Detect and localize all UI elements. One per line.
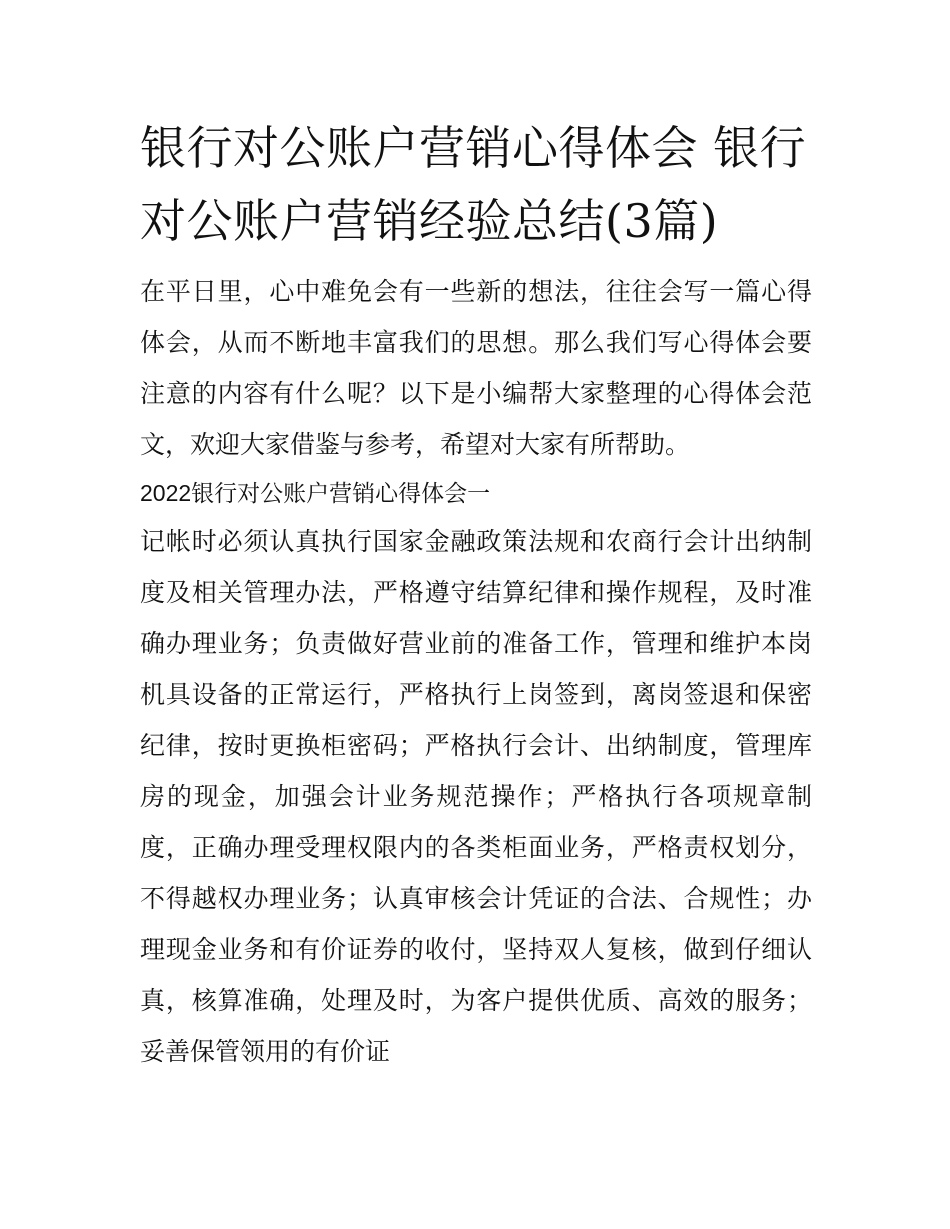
document-title: 银行对公账户营销心得体会 银行对公账户营销经验总结(3篇) <box>140 121 807 248</box>
body-paragraph: 记帐时必须认真执行国家金融政策法规和农商行会计出纳制度及相关管理办法，严格遵守结算纪律和操作规程，及时准确办理业务；负责做好营业前的准备工作，管理和维护本岗机具设备的正常运行，严格执行上岗签到，离岗签退和保密纪律，按时更换柜密码；严格执行会计、出纳制度，管理库房的现金，加强会计业务规范操作；严格执行各项规章制度，正确办理受理权限内的各类柜面业务，严格责权划分，不得越权办理业务；认真审核会计凭证的合法、合规性；办理现金业务和有价证券的收付，坚持双人复核，做到仔细认真，核算准确，处理及时，为客户提供优质、高效的服务；妥善保管领用的有价证 <box>140 527 812 1066</box>
section-heading: 2022银行对公账户营销心得体会一 <box>140 480 491 506</box>
document-content <box>140 112 812 1077</box>
intro-paragraph: 在平日里，心中难免会有一些新的想法，往往会写一篇心得体会，从而不断地丰富我们的思想。那么我们写心得体会要注意的内容有什么呢？以下是小编帮大家整理的心得体会范文，欢迎大家借鉴与参考，希望对大家有所帮助。 <box>140 277 812 459</box>
